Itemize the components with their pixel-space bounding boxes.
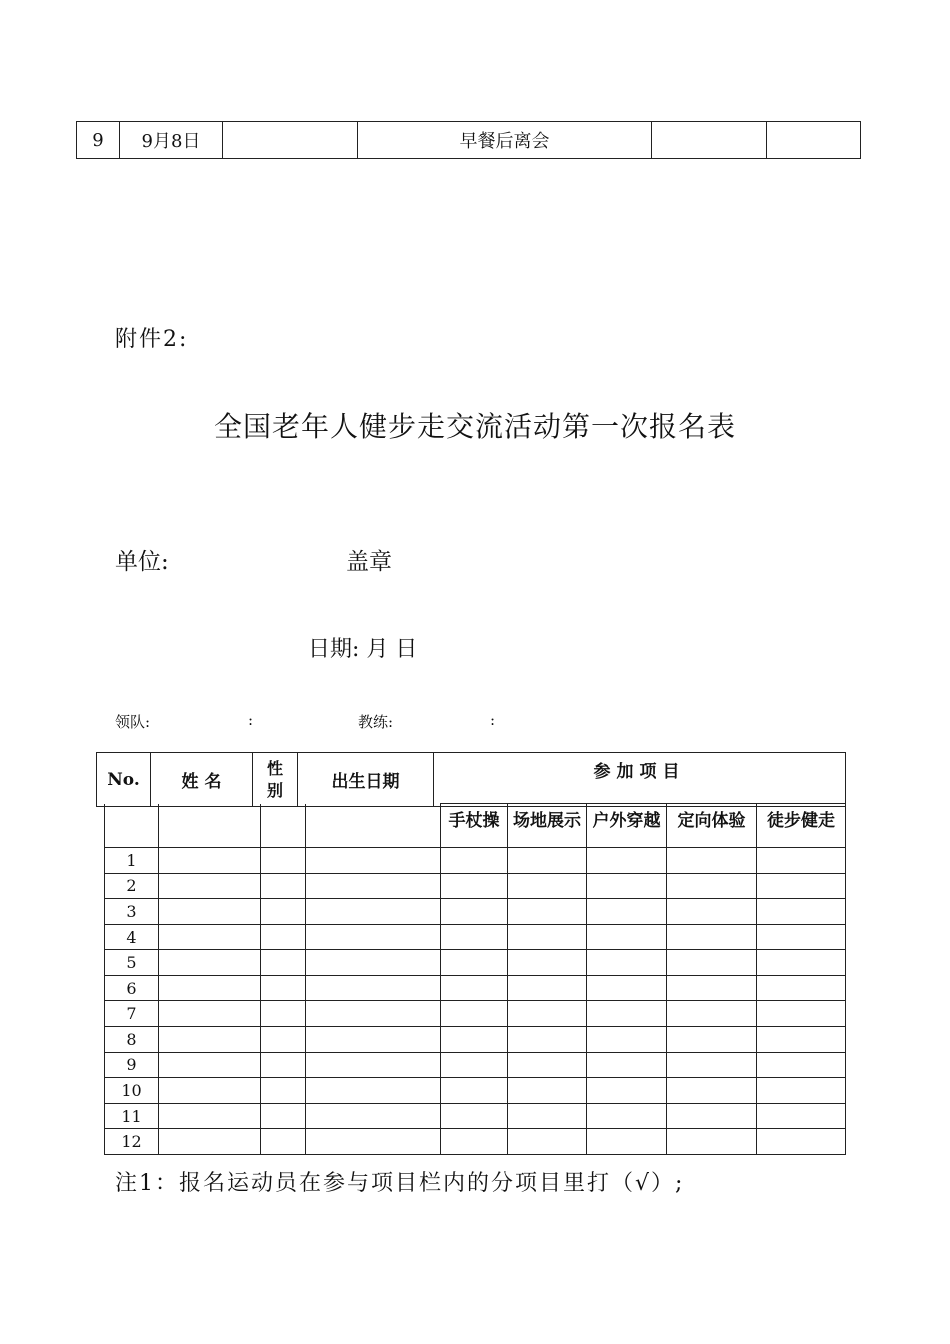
entry-cell	[441, 1129, 508, 1155]
entry-cell	[159, 975, 261, 1001]
entry-cell	[261, 1103, 306, 1129]
entry-cell	[587, 899, 667, 925]
entry-cell	[159, 924, 261, 950]
row-number: 11	[105, 1103, 159, 1129]
schedule-table	[76, 121, 861, 159]
entry-cell	[306, 1129, 441, 1155]
blank-cell	[261, 804, 306, 848]
entry-cell	[159, 1027, 261, 1053]
form-title: 全国老年人健步走交流活动第一次报名表	[213, 410, 736, 443]
entry-cell	[441, 975, 508, 1001]
table-row	[105, 1103, 846, 1129]
entry-cell	[587, 975, 667, 1001]
table-row	[105, 1129, 846, 1155]
table-row	[105, 1001, 846, 1027]
entry-cell	[587, 1078, 667, 1104]
table-row	[105, 1078, 846, 1104]
event-header: 徒步健走	[757, 804, 846, 848]
entry-cell	[587, 1129, 667, 1155]
row-number: 3	[105, 899, 159, 925]
schedule-row	[77, 122, 861, 159]
entry-cell	[306, 1052, 441, 1078]
header-projects: 参加项目	[434, 753, 846, 807]
table-row	[105, 975, 846, 1001]
entry-cell	[508, 1129, 587, 1155]
entry-cell	[441, 848, 508, 874]
entry-cell	[667, 1078, 757, 1104]
row-number: 2	[105, 873, 159, 899]
entry-cell	[508, 1001, 587, 1027]
attachment-label: 附件2:	[115, 327, 189, 352]
entry-cell	[306, 950, 441, 976]
entry-cell	[441, 873, 508, 899]
entry-cell	[159, 1078, 261, 1104]
entry-cell	[508, 950, 587, 976]
entry-cell	[508, 924, 587, 950]
note-text: 注1：报名运动员在参与项目栏内的分项目里打（√）;	[115, 1171, 685, 1196]
header-row	[97, 753, 846, 807]
events-row	[105, 804, 846, 848]
schedule-date: 9月8日	[120, 122, 223, 159]
entry-cell	[587, 1001, 667, 1027]
row-number: 4	[105, 924, 159, 950]
entry-cell	[159, 1052, 261, 1078]
entry-cell	[159, 848, 261, 874]
entry-cell	[306, 975, 441, 1001]
header-no: No.	[97, 753, 151, 807]
entry-cell	[757, 1129, 846, 1155]
blank-cell	[306, 804, 441, 848]
seal-label: 盖章	[346, 549, 392, 575]
registration-header	[96, 752, 846, 807]
entry-cell	[261, 1027, 306, 1053]
entry-cell	[667, 899, 757, 925]
table-row	[105, 899, 846, 925]
entry-cell	[306, 1027, 441, 1053]
entry-cell	[261, 899, 306, 925]
header-sex-text: 性别	[267, 758, 284, 800]
table-row	[105, 848, 846, 874]
table-row	[105, 924, 846, 950]
entry-cell	[757, 975, 846, 1001]
entry-cell	[441, 924, 508, 950]
row-number: 1	[105, 848, 159, 874]
entry-cell	[587, 1027, 667, 1053]
entry-cell	[757, 924, 846, 950]
entry-cell	[159, 950, 261, 976]
event-header: 定向体验	[667, 804, 757, 848]
entry-cell	[757, 1001, 846, 1027]
entry-cell	[587, 848, 667, 874]
entry-cell	[306, 848, 441, 874]
entry-cell	[306, 1078, 441, 1104]
entry-cell	[261, 848, 306, 874]
entry-cell	[261, 1078, 306, 1104]
row-number: 7	[105, 1001, 159, 1027]
entry-cell	[508, 1027, 587, 1053]
event-header: 手杖操	[441, 804, 508, 848]
entry-cell	[667, 1001, 757, 1027]
entry-cell	[261, 1001, 306, 1027]
schedule-cell	[223, 122, 358, 159]
coach-label: 教练:	[358, 713, 394, 731]
entry-cell	[508, 848, 587, 874]
entry-cell	[757, 1103, 846, 1129]
entry-cell	[757, 1078, 846, 1104]
header-sex	[253, 753, 298, 807]
entry-cell	[261, 1129, 306, 1155]
entry-cell	[261, 924, 306, 950]
entry-cell	[667, 975, 757, 1001]
row-number: 9	[105, 1052, 159, 1078]
entry-cell	[757, 950, 846, 976]
entry-cell	[667, 848, 757, 874]
entry-cell	[667, 1052, 757, 1078]
entry-cell	[757, 873, 846, 899]
schedule-cell	[652, 122, 767, 159]
table-row	[105, 1052, 846, 1078]
entry-cell	[159, 1129, 261, 1155]
entry-cell	[757, 848, 846, 874]
entry-cell	[587, 1052, 667, 1078]
entry-cell	[587, 950, 667, 976]
entry-cell	[587, 873, 667, 899]
entry-cell	[159, 1103, 261, 1129]
entry-cell	[159, 873, 261, 899]
entry-cell	[261, 1052, 306, 1078]
entry-cell	[508, 1103, 587, 1129]
entry-cell	[306, 899, 441, 925]
entry-cell	[261, 950, 306, 976]
header-name: 姓 名	[151, 753, 253, 807]
event-header: 场地展示	[508, 804, 587, 848]
entry-cell	[441, 1027, 508, 1053]
row-number: 8	[105, 1027, 159, 1053]
blank-cell	[105, 804, 159, 848]
entry-cell	[441, 1052, 508, 1078]
entry-cell	[441, 899, 508, 925]
schedule-activity: 早餐后离会	[358, 122, 652, 159]
schedule-num: 9	[77, 122, 120, 159]
entry-cell	[757, 1027, 846, 1053]
entry-cell	[159, 899, 261, 925]
entry-cell	[306, 873, 441, 899]
entry-cell	[306, 1001, 441, 1027]
header-birth-date: 出生日期	[298, 753, 434, 807]
entry-cell	[587, 924, 667, 950]
entry-cell	[508, 1078, 587, 1104]
entry-cell	[441, 1078, 508, 1104]
entry-cell	[667, 1129, 757, 1155]
registration-grid	[104, 803, 846, 1155]
row-number: 5	[105, 950, 159, 976]
entry-cell	[667, 950, 757, 976]
date-line: 日期: 月 日	[308, 637, 418, 662]
entry-cell	[441, 950, 508, 976]
row-number: 12	[105, 1129, 159, 1155]
entry-cell	[441, 1001, 508, 1027]
entry-cell	[667, 924, 757, 950]
entry-cell	[508, 899, 587, 925]
unit-label: 单位:	[115, 549, 169, 575]
blank-cell	[159, 804, 261, 848]
entry-cell	[261, 975, 306, 1001]
entry-cell	[508, 873, 587, 899]
leader-colon: :	[248, 711, 254, 729]
entry-cell	[757, 899, 846, 925]
table-row	[105, 1027, 846, 1053]
leader-label: 领队:	[115, 713, 151, 731]
table-row	[105, 950, 846, 976]
entry-cell	[587, 1103, 667, 1129]
entry-cell	[159, 1001, 261, 1027]
table-row	[105, 873, 846, 899]
coach-colon: :	[490, 711, 496, 729]
entry-cell	[667, 873, 757, 899]
entry-cell	[306, 1103, 441, 1129]
entry-cell	[508, 975, 587, 1001]
row-number: 6	[105, 975, 159, 1001]
entry-cell	[261, 873, 306, 899]
entry-cell	[441, 1103, 508, 1129]
entry-cell	[667, 1027, 757, 1053]
entry-cell	[757, 1052, 846, 1078]
schedule-cell	[767, 122, 861, 159]
row-number: 10	[105, 1078, 159, 1104]
entry-cell	[667, 1103, 757, 1129]
entry-cell	[306, 924, 441, 950]
event-header: 户外穿越	[587, 804, 667, 848]
entry-cell	[508, 1052, 587, 1078]
